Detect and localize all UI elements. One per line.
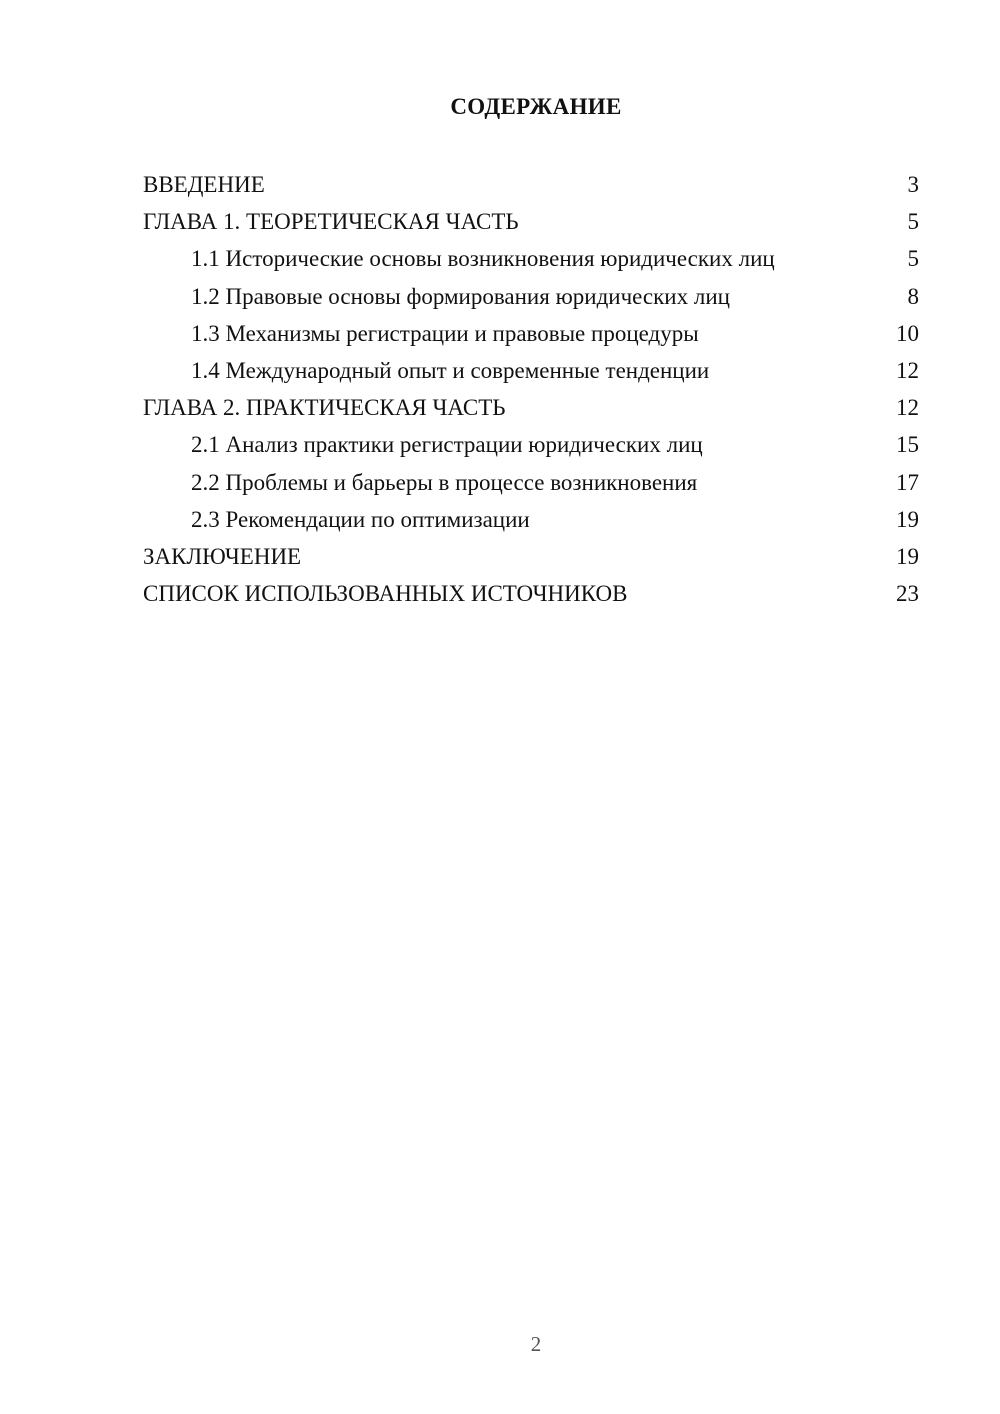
toc-entry-page: 5: [907, 246, 919, 272]
toc-entry-label: СПИСОК ИСПОЛЬЗОВАННЫХ ИСТОЧНИКОВ: [143, 581, 628, 607]
toc-entry-label: ЗАКЛЮЧЕНИЕ: [143, 543, 302, 569]
toc-entry-page: 10: [896, 320, 919, 346]
toc-entry[interactable]: [143, 166, 919, 203]
table-of-contents: [143, 166, 919, 612]
page-number: 2: [530, 1332, 542, 1356]
toc-entry-page: 12: [896, 357, 919, 383]
toc-entry[interactable]: [143, 389, 919, 426]
toc-entry[interactable]: [143, 278, 919, 315]
toc-entry-label: 1.3 Механизмы регистрации и правовые процедуры: [191, 320, 699, 346]
toc-entry[interactable]: [143, 203, 919, 240]
toc-entry-label: 2.3 Рекомендации по оптимизации: [191, 506, 530, 532]
toc-entry-label: 1.4 Международный опыт и современные тенденции: [191, 357, 710, 383]
toc-entry-page: 15: [896, 432, 919, 458]
toc-entry-label: ВВЕДЕНИЕ: [143, 172, 265, 197]
toc-entry[interactable]: [143, 352, 919, 389]
toc-entry-label: 1.1 Исторические основы возникновения юридических лиц: [191, 246, 775, 272]
toc-entry[interactable]: [143, 315, 919, 352]
toc-entry-label: 2.1 Анализ практики регистрации юридических лиц: [191, 432, 703, 458]
toc-entry-label: 1.2 Правовые основы формирования юридических лиц: [191, 283, 730, 309]
toc-entry-page: 5: [907, 209, 919, 235]
toc-entry-page: 23: [896, 581, 919, 607]
toc-entry-page: 12: [896, 395, 919, 421]
toc-entry-page: 17: [896, 469, 919, 495]
toc-entry-page: 3: [907, 172, 919, 197]
toc-entry-page: 8: [907, 283, 919, 309]
toc-entry[interactable]: [143, 240, 919, 277]
toc-entry-label: ГЛАВА 2. ПРАКТИЧЕСКАЯ ЧАСТЬ: [143, 395, 506, 421]
toc-entry-page: 19: [896, 506, 919, 532]
toc-entry[interactable]: [143, 426, 919, 463]
toc-entry[interactable]: [143, 575, 919, 612]
toc-entry[interactable]: [143, 501, 919, 538]
toc-entry[interactable]: [143, 538, 919, 575]
toc-title: СОДЕРЖАНИЕ: [450, 94, 622, 119]
toc-entry-label: 2.2 Проблемы и барьеры в процессе возникновения: [191, 469, 698, 495]
toc-entry-label: ГЛАВА 1. ТЕОРЕТИЧЕСКАЯ ЧАСТЬ: [143, 209, 519, 235]
toc-entry[interactable]: [143, 464, 919, 501]
toc-entry-page: 19: [896, 543, 919, 569]
